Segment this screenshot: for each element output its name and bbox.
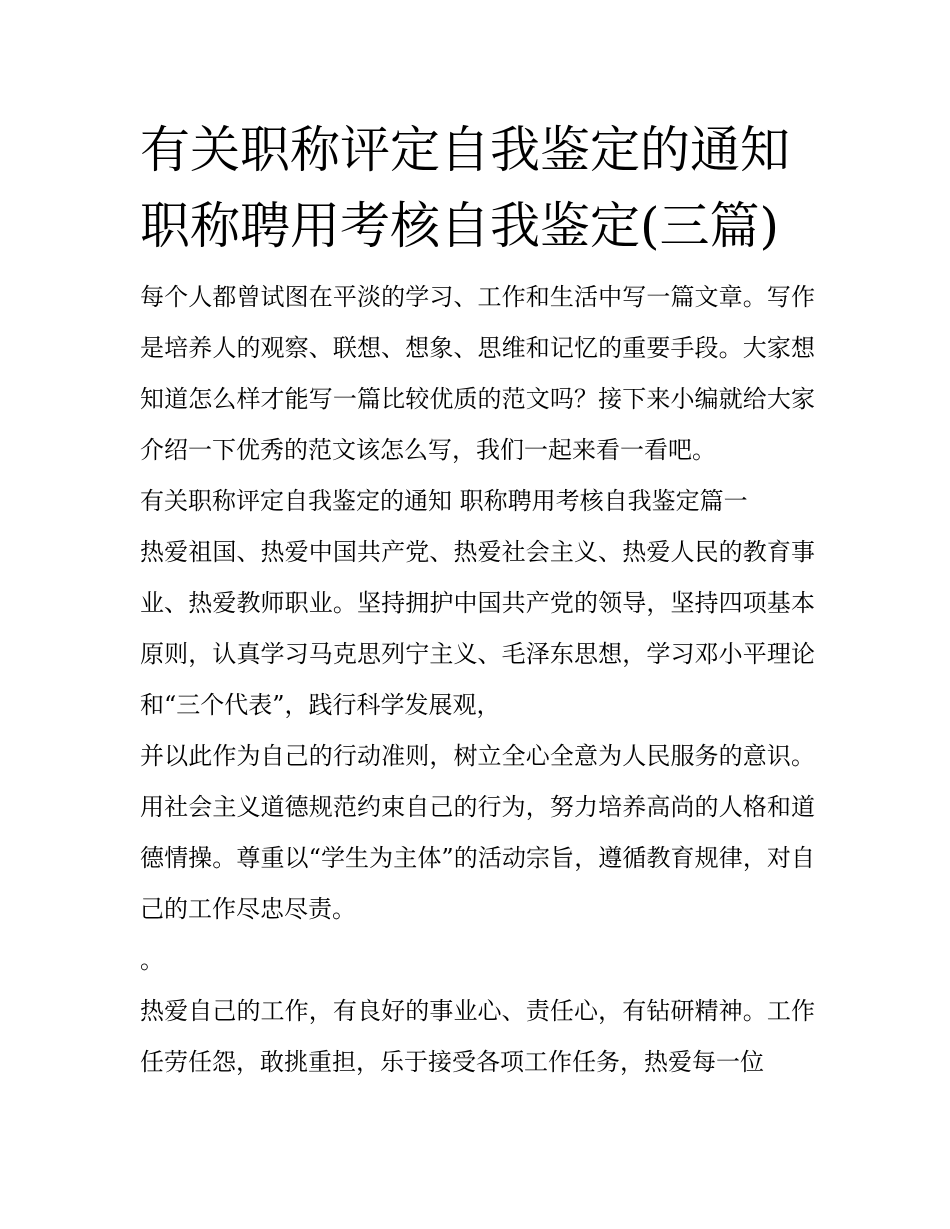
lone-punctuation: 。 — [140, 946, 164, 974]
body-paragraph-2: 并以此作为自己的行动准则，树立全心全意为人民服务的意识。用社会主义道德规范约束自己的行为，努力培养高尚的人格和道德情操。尊重以“学生为主体”的活动宗旨，遵循教育规律，对自己的工作尽忠尽责。 — [140, 742, 815, 923]
body-paragraph-3: 热爱自己的工作，有良好的事业心、责任心，有钻研精神。工作任劳任怨，敢挑重担，乐于接受各项工作任务，热爱每一位 — [140, 997, 815, 1076]
section-heading: 有关职称评定自我鉴定的通知 职称聘用考核自我鉴定篇一 — [140, 487, 748, 515]
body-paragraph-1: 热爱祖国、热爱中国共产党、热爱社会主义、热爱人民的教育事业、热爱教师职业。坚持拥护中国共产党的领导，坚持四项基本原则，认真学习马克思列宁主义、毛泽东思想，学习邓小平理论和“三个代表”，践行科学发展观， — [140, 538, 815, 719]
title-line-1: 有关职称评定自我鉴定的通知 — [140, 121, 790, 179]
intro-paragraph: 每个人都曾试图在平淡的学习、工作和生活中写一篇文章。写作是培养人的观察、联想、想象、思维和记忆的重要手段。大家想知道怎么样才能写一篇比较优质的范文吗？接下来小编就给大家介绍一下优秀的范文该怎么写，我们一起来看一看吧。 — [140, 283, 815, 464]
title-line-2: 职称聘用考核自我鉴定(三篇) — [140, 197, 780, 255]
document-title — [140, 112, 815, 264]
document-page — [140, 112, 815, 1088]
